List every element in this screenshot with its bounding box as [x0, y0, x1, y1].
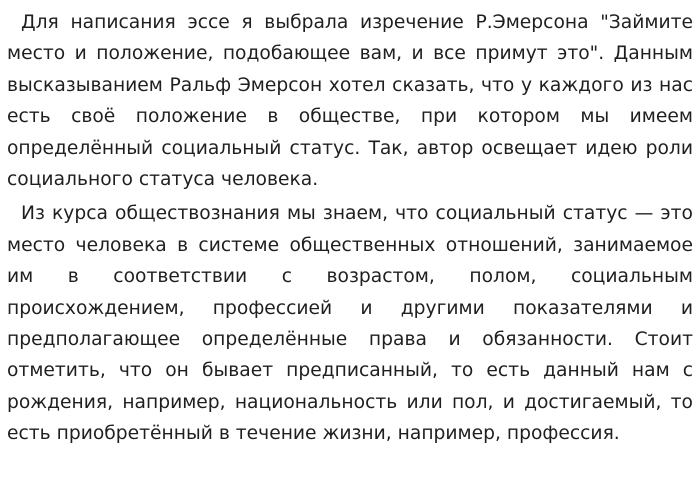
- paragraph-intro: Для написания эссе я выбрала изречение Р.Эмерсона "Займите место и положение, подобающее вам, и все примут это". Данным высказыванием Ральф Эмерсон хотел сказать, что у каждого из нас есть своё положение в обществе, при котором мы имеем определённый социальный статус. Так, автор освещает идею роли социального статуса человека.: [7, 12, 693, 191]
- essay-text: [7, 7, 693, 453]
- paragraph-social-status: Из курса обществознания мы знаем, что социальный статус — это место человека в системе общественных отношений, занимаемое им в соответствии с возрастом, полом, социальным происхождением, профессией и другими показателями и предполагающее определённые права и обязанности. Стоит отметить, что он бывает предписанный, то есть данный нам с рождения, например, национальность или пол, и достигаемый, то есть приобретённый в течение жизни, например, профессия.: [7, 203, 693, 445]
